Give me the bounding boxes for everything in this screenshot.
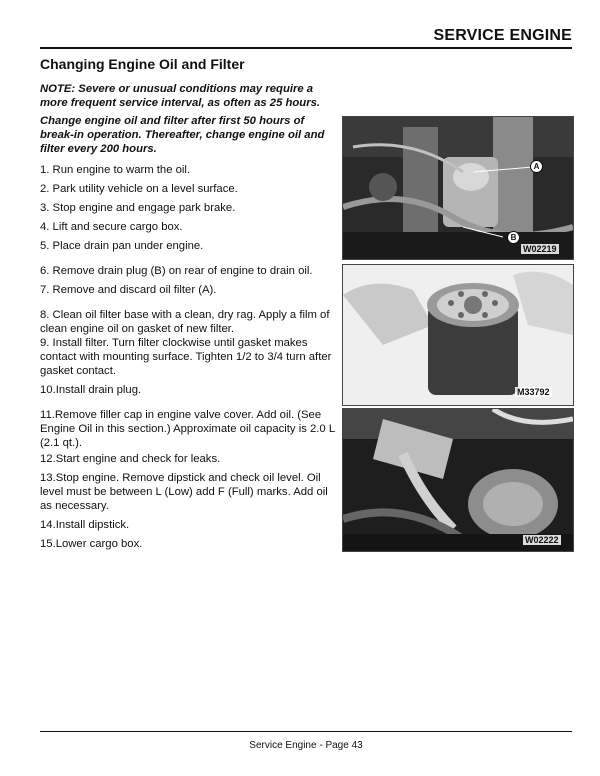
step-3: 3. Stop engine and engage park brake. [40,202,236,214]
step-5: 5. Place drain pan under engine. [40,240,204,252]
step-10: 10.Install drain plug. [40,384,142,396]
engine-oil-filter-photo [342,116,574,260]
step-13: 13.Stop engine. Remove dipstick and check oil level. Oil level must be between L (Low) add F (Full) marks. Add oil as necessary. [40,472,328,512]
step-7: 7. Remove and discard oil filter (A). [40,284,217,296]
step-14: 14.Install dipstick. [40,519,130,531]
add-oil-photo [342,408,574,552]
page-footer: Service Engine - Page 43 [249,740,363,751]
callout-a-label: A [530,160,543,173]
step-8: 8. Clean oil filter base with a clean, dry rag. Apply a film of clean engine oil on gasket of new filter. [40,309,330,335]
step-1: 1. Run engine to warm the oil. [40,164,191,176]
step-15: 15.Lower cargo box. [40,538,143,550]
step-4: 4. Lift and secure cargo box. [40,221,183,233]
service-interval-text: Change engine oil and filter after first 50 hours of break-in operation. Thereafter, change engine oil and filter every 200 hours. [40,115,325,155]
step-9: 9. Install filter. Turn filter clockwise until gasket makes contact with mounting surface. Tighten 1/2 to 3/4 turn after gasket contact. [40,337,332,377]
footer-rule [40,731,572,732]
header-rule [40,47,572,49]
oil-filter-install-photo [342,264,574,406]
photo-code-3: W02222 [525,535,559,545]
callout-b-label: B [507,231,520,244]
step-11: 11.Remove filler cap in engine valve cover. Add oil. (See Engine Oil in this section.) Approximate oil capacity is 2.0 L (2.1 qt.). [40,409,335,449]
step-6: 6. Remove drain plug (B) on rear of engine to drain oil. [40,265,313,277]
photo-code-2: M33792 [517,387,550,397]
section-title: Changing Engine Oil and Filter [40,56,245,72]
step-12: 12.Start engine and check for leaks. [40,453,221,465]
service-note: NOTE: Severe or unusual conditions may require a more frequent service interval, as often as 25 hours. [40,83,321,109]
page-header-title: SERVICE ENGINE [433,27,572,44]
photo-code-1: W02219 [523,244,557,254]
step-2: 2. Park utility vehicle on a level surface. [40,183,238,195]
